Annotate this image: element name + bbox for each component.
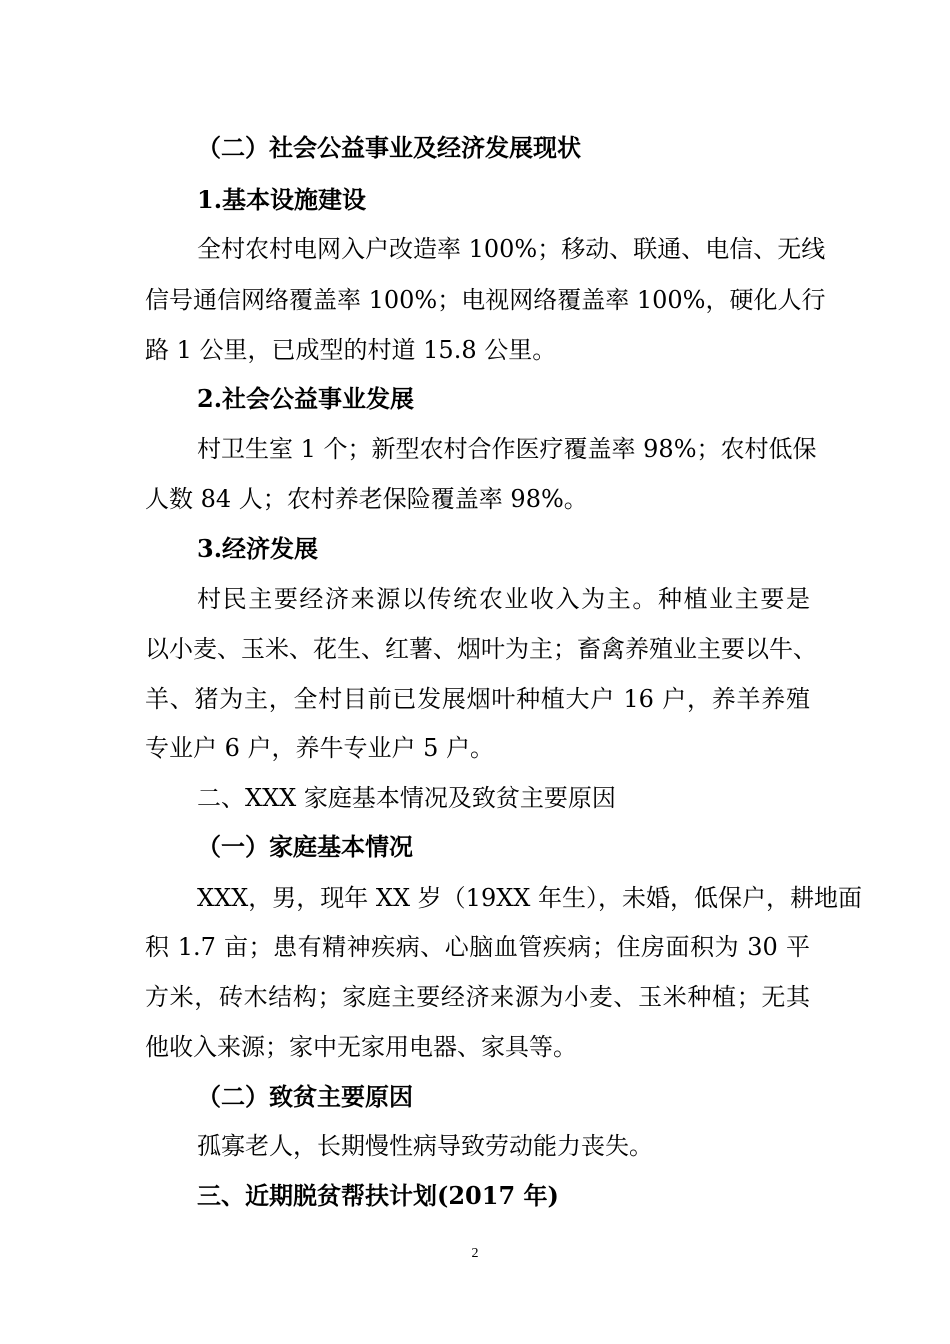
- paragraph-line: 积 1.7 亩；患有精神疾病、心脑血管疾病；住房面积为 30 平: [145, 933, 810, 961]
- part-heading-3: 三、近期脱贫帮扶计划(2017 年): [197, 1181, 559, 1210]
- paragraph-line: 信号通信网络覆盖率 100%；电视网络覆盖率 100%，硬化人行: [145, 286, 826, 314]
- part-heading-2: 二、XXX 家庭基本情况及致贫主要原因: [197, 784, 616, 812]
- paragraph-line: 以小麦、玉米、花生、红薯、烟叶为主；畜禽养殖业主要以牛、: [145, 635, 817, 663]
- poverty-cause-heading: （二）致贫主要原因: [197, 1082, 413, 1111]
- paragraph-line: 专业户 6 户，养牛专业户 5 户。: [145, 734, 495, 762]
- paragraph-line: 人数 84 人；农村养老保险覆盖率 98%。: [145, 485, 588, 513]
- page-number: 2: [471, 1246, 479, 1261]
- paragraph-line: 村民主要经济来源以传统农业收入为主。种植业主要是: [197, 585, 810, 613]
- subheading-public-welfare: 2.社会公益事业发展: [197, 384, 415, 413]
- paragraph-line: 村卫生室 1 个；新型农村合作医疗覆盖率 98%；农村低保: [197, 435, 817, 463]
- subheading-infrastructure: 1.基本设施建设: [197, 185, 367, 214]
- paragraph-line: 全村农村电网入户改造率 100%；移动、联通、电信、无线: [197, 235, 826, 263]
- paragraph-line: 路 1 公里，已成型的村道 15.8 公里。: [145, 336, 557, 364]
- paragraph-line: 孤寡老人，长期慢性病导致劳动能力丧失。: [197, 1132, 653, 1160]
- paragraph-line: XXX，男，现年 XX 岁（19XX 年生），未婚，低保户，耕地面: [197, 884, 863, 912]
- family-situation-heading: （一）家庭基本情况: [197, 832, 413, 861]
- paragraph-line: 羊、猪为主，全村目前已发展烟叶种植大户 16 户，养羊养殖: [145, 685, 810, 713]
- subheading-economy: 3.经济发展: [197, 534, 319, 563]
- paragraph-line: 他收入来源；家中无家用电器、家具等。: [145, 1033, 577, 1061]
- paragraph-line: 方米，砖木结构；家庭主要经济来源为小麦、玉米种植；无其: [145, 983, 810, 1011]
- section-heading-2: （二）社会公益事业及经济发展现状: [197, 133, 581, 162]
